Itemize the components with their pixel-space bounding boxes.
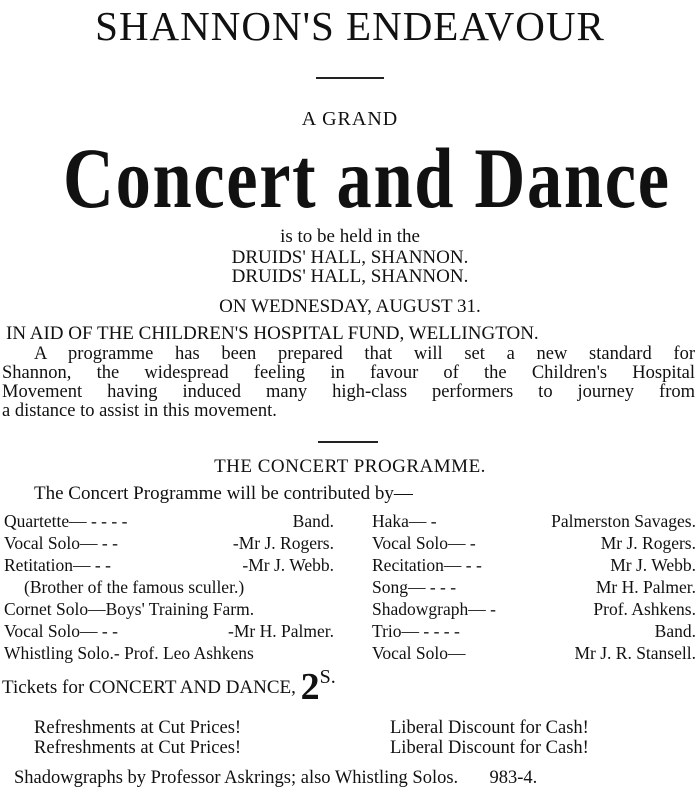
headline: SHANNON'S ENDEAVOUR xyxy=(95,3,605,49)
venue-line: is to be held in the xyxy=(280,226,420,247)
programme-performer: Prof. Ashkens. xyxy=(593,599,696,619)
footer-line xyxy=(14,768,537,789)
main-title: Concert and Dance xyxy=(63,130,671,226)
programme-row xyxy=(4,642,334,664)
tickets-text: Tickets for CONCERT AND DANCE, xyxy=(2,677,296,698)
programme-item: Whistling Solo.- Prof. Leo Ashkens xyxy=(4,643,254,663)
programme-heading: THE CONCERT PROGRAMME. xyxy=(214,456,486,477)
paragraph-line: A programme has been prepared that will set a new standard for xyxy=(34,344,695,364)
venue-line: DRUIDS' HALL, SHANNON. xyxy=(231,247,469,268)
programme-item: Song— - - - xyxy=(372,577,457,597)
programme-row xyxy=(372,576,696,598)
programme-item: Trio— - - - - xyxy=(372,621,460,641)
programme-intro: The Concert Programme will be contributed by— xyxy=(34,483,413,504)
programme-row xyxy=(372,532,696,554)
programme-performer: Palmerston Savages. xyxy=(551,511,696,531)
paragraph-line: a distance to assist in this movement. xyxy=(2,401,277,421)
programme-performer: -Mr J. Webb. xyxy=(242,555,334,575)
programme-note: (Brother of the famous sculler.) xyxy=(24,577,245,597)
subhead: A GRAND xyxy=(301,108,399,130)
programme-row xyxy=(4,620,334,642)
programme-performer: Band. xyxy=(292,511,334,531)
divider xyxy=(318,441,378,443)
refreshments-line: Refreshments at Cut Prices! xyxy=(34,738,242,758)
programme-performer: -Mr H. Palmer. xyxy=(228,621,334,641)
programme-row xyxy=(4,554,334,576)
programme-row xyxy=(4,598,334,620)
programme-item: Vocal Solo— - - xyxy=(4,533,118,553)
programme-row xyxy=(4,510,334,532)
programme-performer: Mr J. R. Stansell. xyxy=(574,643,696,663)
paragraph-line: Movement having induced many high-class performers to journey from xyxy=(2,382,695,402)
programme-item: Retitation— - - xyxy=(4,555,111,575)
programme-performer: Mr H. Palmer. xyxy=(595,577,696,597)
programme-row xyxy=(4,532,334,554)
programme-performer: Band. xyxy=(654,621,696,641)
programme-item: Vocal Solo— - xyxy=(372,533,476,553)
paragraph-line: Shannon, the widespread feeling in favour of the Children's Hospital xyxy=(2,363,695,383)
discount-line: Liberal Discount for Cash! xyxy=(390,718,589,738)
programme-row xyxy=(372,510,696,532)
programme-row xyxy=(372,598,696,620)
footer-text: Shadowgraphs by Professor Askrings; also Whistling Solos. xyxy=(14,768,459,788)
venue-line: DRUIDS' HALL, SHANNON. xyxy=(231,266,469,287)
tickets-price: 2 xyxy=(300,666,320,708)
programme-item: Shadowgraph— - xyxy=(372,599,496,619)
programme-left-column xyxy=(4,510,334,664)
refreshments-line: Refreshments at Cut Prices! xyxy=(34,718,242,738)
programme-right-column xyxy=(372,510,696,664)
discount-line: Liberal Discount for Cash! xyxy=(390,738,589,758)
programme-row xyxy=(372,620,696,642)
programme-row xyxy=(372,554,696,576)
programme-performer: Mr J. Webb. xyxy=(610,555,696,575)
programme-row xyxy=(372,642,696,664)
tickets-line xyxy=(2,665,336,709)
programme-performer: Mr J. Rogers. xyxy=(600,533,696,553)
programme-item: Vocal Solo— xyxy=(372,643,466,663)
programme-item: Vocal Solo— - - xyxy=(4,621,118,641)
divider xyxy=(316,77,384,79)
discount-notice xyxy=(390,718,589,758)
programme-item: Quartette— - - - - xyxy=(4,511,128,531)
programme-item: Haka— - xyxy=(372,511,437,531)
tickets-unit: S. xyxy=(319,666,336,688)
refreshments-notice xyxy=(34,718,241,758)
aid-line: IN AID OF THE CHILDREN'S HOSPITAL FUND, WELLINGTON. xyxy=(6,323,539,344)
programme-item: Cornet Solo—Boys' Training Farm. xyxy=(4,599,255,619)
programme-performer: -Mr J. Rogers. xyxy=(232,533,334,553)
programme-row xyxy=(4,576,334,598)
description-paragraph xyxy=(2,345,695,421)
programme-item: Recitation— - - xyxy=(372,555,482,575)
footer-ref: 983-4. xyxy=(489,768,538,788)
date-line: ON WEDNESDAY, AUGUST 31. xyxy=(219,296,481,317)
